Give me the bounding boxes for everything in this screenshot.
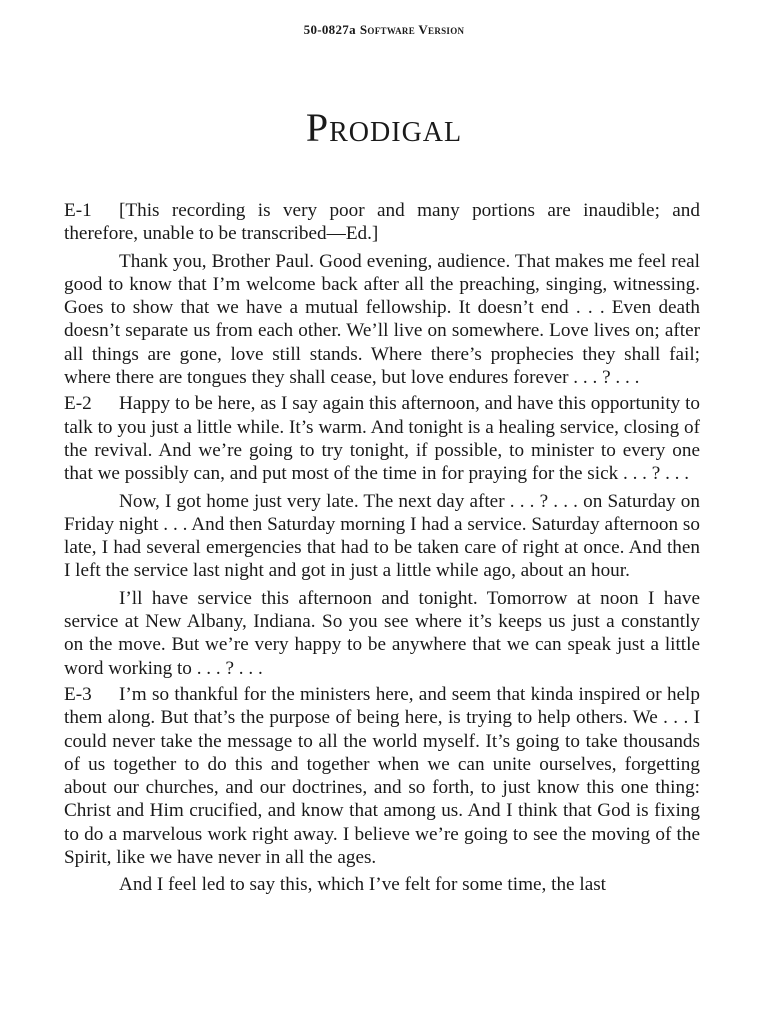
page-title: Prodigal [305,105,463,150]
paragraph-text: [This recording is very poor and many portions are inaudible; and therefore, unable to be transcribed—Ed.] [64,200,700,245]
paragraph-e1 [64,199,700,246]
paragraph-number: E-1 [64,200,92,221]
paragraph: Now, I got home just very late. The next day after . . . ? . . . on Saturday on Friday night . . . And then Saturday morning I had a service. Saturday afternoon so late, I had several emergencies that had to be taken care of right at once. And then I left the service last night and got in just a little while ago, about an hour. [64,490,700,582]
paragraph-number: E-3 [64,683,92,705]
paragraph-number: E-2 [64,393,92,415]
paragraph: And I feel led to say this, which I’ve felt for some time, the last [119,874,607,896]
paragraph: Thank you, Brother Paul. Good evening, audience. That makes me feel real good to know that I’m welcome back after all the preaching, singing, witnessing. Goes to show that we have a mutual fellowship. It doesn’t end . . . Even death doesn’t separate us from each other. We’ll live on somewhere. Love lives on; after all things are gone, love still stands. Where there’s prophecies they shall fail; where there are tongues they shall cease, but love endures forever . . . ? . . . [64,250,700,389]
running-header [0,22,768,38]
paragraph-e2 [64,392,700,485]
body-text [64,196,700,897]
paragraph-text: I’m so thankful for the ministers here, and seem that kinda inspired or help them along. But that’s the purpose of being here, is trying to help others. We . . . I could never take the message to all the world myself. It’s going to take thousands of us together to do this and together when we can unite ourselves, forgetting about our churches, and our doctrines, and so forth, to just know this one thing: Christ and Him crucified, and know that among us. And I think that God is fixing to do a marvelous work right away. I believe we’re going to see the moving of the Spirit, like we have never in all the ages. [64,683,700,869]
paragraph-text: Happy to be here, as I say again this afternoon, and have this opportunity to talk to you just a little while. It’s warm. And tonight is a healing service, closing of the revival. And we’re going to try tonight, if possible, to minister to every one that we possibly can, and put most of the time in for praying for the sick . . . ? . . . [64,393,700,485]
document-number: 50-0827a [303,22,356,37]
paragraph: I’ll have service this afternoon and tonight. Tomorrow at noon I have service at New Albany, Indiana. So you see where it’s keeps us just a constantly on the move. But we’re very happy to be anywhere that we can speak just a little word working to . . . ? . . . [64,587,700,679]
paragraph-e3 [64,683,700,869]
version-label: Software Version [359,22,465,37]
